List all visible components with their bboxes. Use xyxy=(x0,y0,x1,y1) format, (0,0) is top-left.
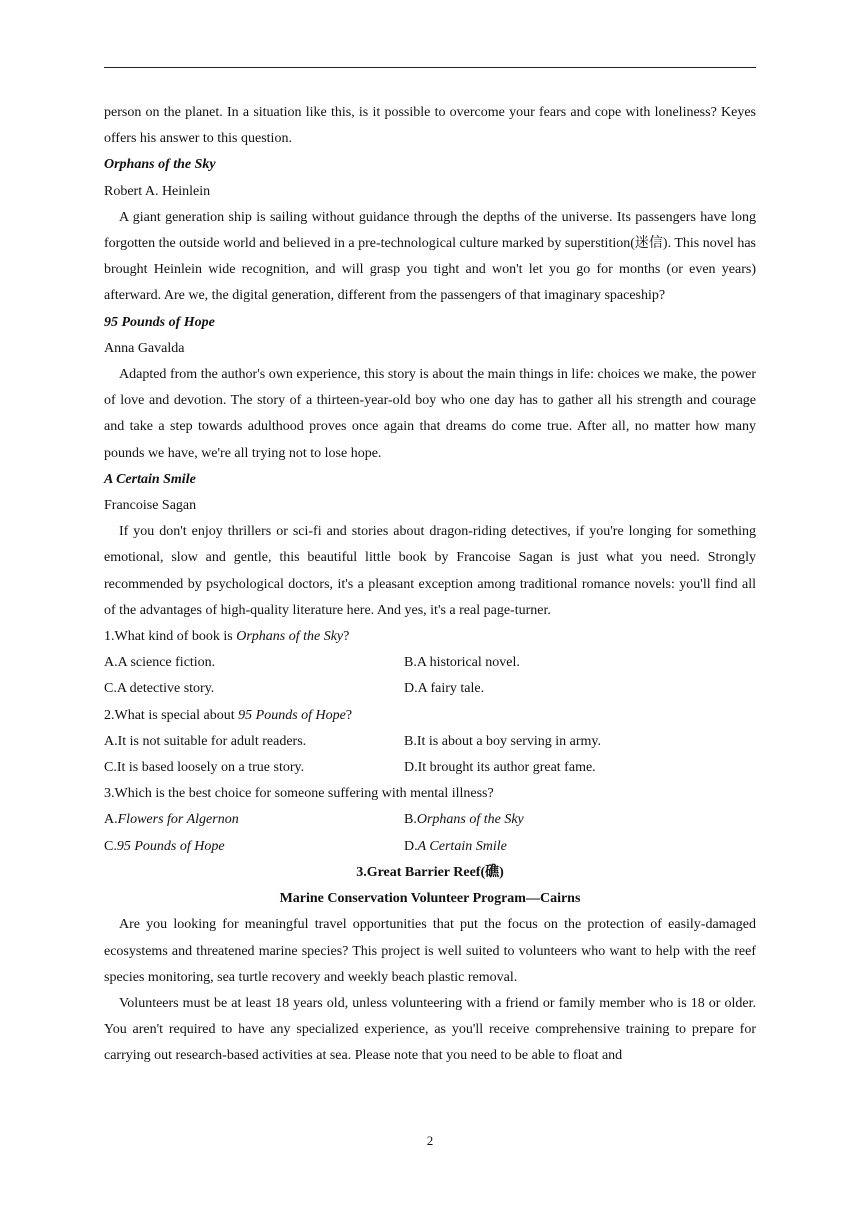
question-3: 3.Which is the best choice for someone suffering with mental illness? xyxy=(104,786,494,802)
header-rule xyxy=(104,67,756,68)
section-heading: 3.Great Barrier Reef(礁) xyxy=(356,864,504,880)
section-subheading: Marine Conservation Volunteer Program—Cairns xyxy=(279,891,581,907)
question-3-options-row-2 xyxy=(104,834,756,860)
q2-option-a: A.It is not suitable for adult readers. xyxy=(104,733,307,749)
q1-option-d: D.A fairy tale. xyxy=(404,681,485,697)
section-paragraph-1: Are you looking for meaningful travel opportunities that put the focus on the protection of easily-damaged ecosystems and threatened marine species? This project is well suited to volunteers who want to help with the reef species monitoring, sea turtle recovery and weekly beach plastic removal. xyxy=(104,917,756,985)
book-desc-orphans: A giant generation ship is sailing without guidance through the depths of the universe. Its passengers have long forgotten the outside world and believed in a pre-technological culture marked by superstition(迷信). This novel has brought Heinlein wide recognition, and will grasp you tight and won't let you go for months (or even years) afterward. Are we, the digital generation, different from the passengers of that imaginary spaceship? xyxy=(104,209,756,304)
book-author-sagan: Francoise Sagan xyxy=(104,498,197,514)
question-1: 1.What kind of book is Orphans of the Sky? xyxy=(104,629,350,645)
q1-option-b: B.A historical novel. xyxy=(404,655,520,671)
book-title-orphans: Orphans of the Sky xyxy=(104,157,216,173)
question-2-options-row-1 xyxy=(104,729,756,755)
q3-option-a: A.Flowers for Algernon xyxy=(104,812,239,828)
book-author-gavalda: Anna Gavalda xyxy=(104,340,185,356)
book-desc-certain-smile: If you don't enjoy thrillers or sci-fi and stories about dragon-riding detectives, if you're longing for something emotional, slow and gentle, this beautiful little book by Francoise Sagan is just what you need. Strongly recommended by psychological doctors, it's a pleasant exception among traditional romance novels: you'll find all of the advantages of high-quality literature here. And yes, it's a real page-turner. xyxy=(104,524,756,618)
book-desc-95-pounds: Adapted from the author's own experience, this story is about the main things in life: choices we make, the power of love and devotion. The story of a thirteen-year-old boy who one day has to gather all his strength and courage and take a step towards adulthood proves once again that dreams do come true. After all, no matter how many pounds we have, we're all trying not to lose hope. xyxy=(104,367,756,461)
q2-option-b: B.It is about a boy serving in army. xyxy=(404,733,602,749)
book-title-certain-smile: A Certain Smile xyxy=(104,471,196,487)
q3-option-d: D.A Certain Smile xyxy=(404,838,507,854)
question-2-options-row-2 xyxy=(104,755,756,781)
q3-option-c: C.95 Pounds of Hope xyxy=(104,838,225,854)
question-3-options-row-1 xyxy=(104,807,756,833)
page-number: 2 xyxy=(426,1133,434,1148)
question-2: 2.What is special about 95 Pounds of Hope? xyxy=(104,707,353,723)
book-title-95-pounds: 95 Pounds of Hope xyxy=(104,314,215,330)
q1-option-a: A.A science fiction. xyxy=(104,655,216,671)
q2-option-d: D.It brought its author great fame. xyxy=(404,760,596,776)
q3-option-b: B.Orphans of the Sky xyxy=(404,812,524,828)
q1-option-c: C.A detective story. xyxy=(104,681,215,697)
q2-option-c: C.It is based loosely on a true story. xyxy=(104,760,305,776)
book-author-heinlein: Robert A. Heinlein xyxy=(104,183,211,199)
question-1-options-row-2 xyxy=(104,676,756,702)
passage-continuation: person on the planet. In a situation like this, is it possible to overcome your fears and cope with loneliness? Keyes offers his answer to this question. xyxy=(104,105,756,147)
section-paragraph-2: Volunteers must be at least 18 years old, unless volunteering with a friend or family member who is 18 or older. You aren't required to have any specialized experience, as you'll receive comprehensive training to prepare for carrying out research-based activities at sea. Please note that you need to be able to float and xyxy=(104,995,756,1064)
page-content xyxy=(104,100,756,1070)
question-1-options-row-1 xyxy=(104,650,756,676)
